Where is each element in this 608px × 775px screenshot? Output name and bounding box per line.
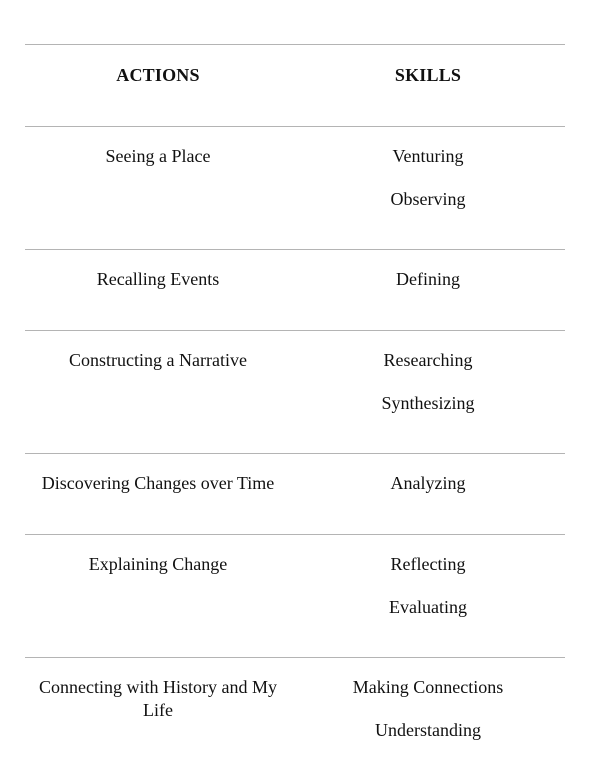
skills-cell [291,331,565,453]
skill-text: Analyzing [390,473,466,493]
skill-text: Understanding [375,720,481,740]
table-row [25,127,565,249]
action-text: Connecting with History and My Life [39,677,277,720]
skills-cell [291,127,565,249]
action-text: Discovering Changes over Time [41,473,275,493]
table-row [25,658,565,772]
actions-skills-table [25,44,565,772]
action-text: Recalling Events [96,269,220,289]
action-cell [25,454,291,534]
skill-text: Making Connections [352,677,504,697]
skill-text: Defining [396,269,460,289]
action-cell [25,127,291,249]
action-cell [25,658,291,772]
skills-header: SKILLS [394,65,462,85]
skill-text: Reflecting [390,554,466,574]
skills-cell [291,250,565,330]
skills-cell [291,658,565,772]
skill-text: Observing [390,189,466,209]
table-row [25,535,565,657]
skill-text: Synthesizing [381,393,475,413]
action-cell [25,331,291,453]
table-header-row [25,45,565,126]
skills-cell [291,535,565,657]
actions-header: ACTIONS [116,65,200,85]
skill-text: Evaluating [389,597,467,617]
skill-text: Venturing [392,146,464,166]
action-cell [25,250,291,330]
skill-text: Researching [383,350,473,370]
action-text: Seeing a Place [105,146,211,166]
skills-cell [291,454,565,534]
table-row [25,454,565,534]
table-row [25,250,565,330]
table-row [25,331,565,453]
action-text: Explaining Change [88,554,228,574]
action-text: Constructing a Narrative [69,350,247,370]
action-cell [25,535,291,657]
